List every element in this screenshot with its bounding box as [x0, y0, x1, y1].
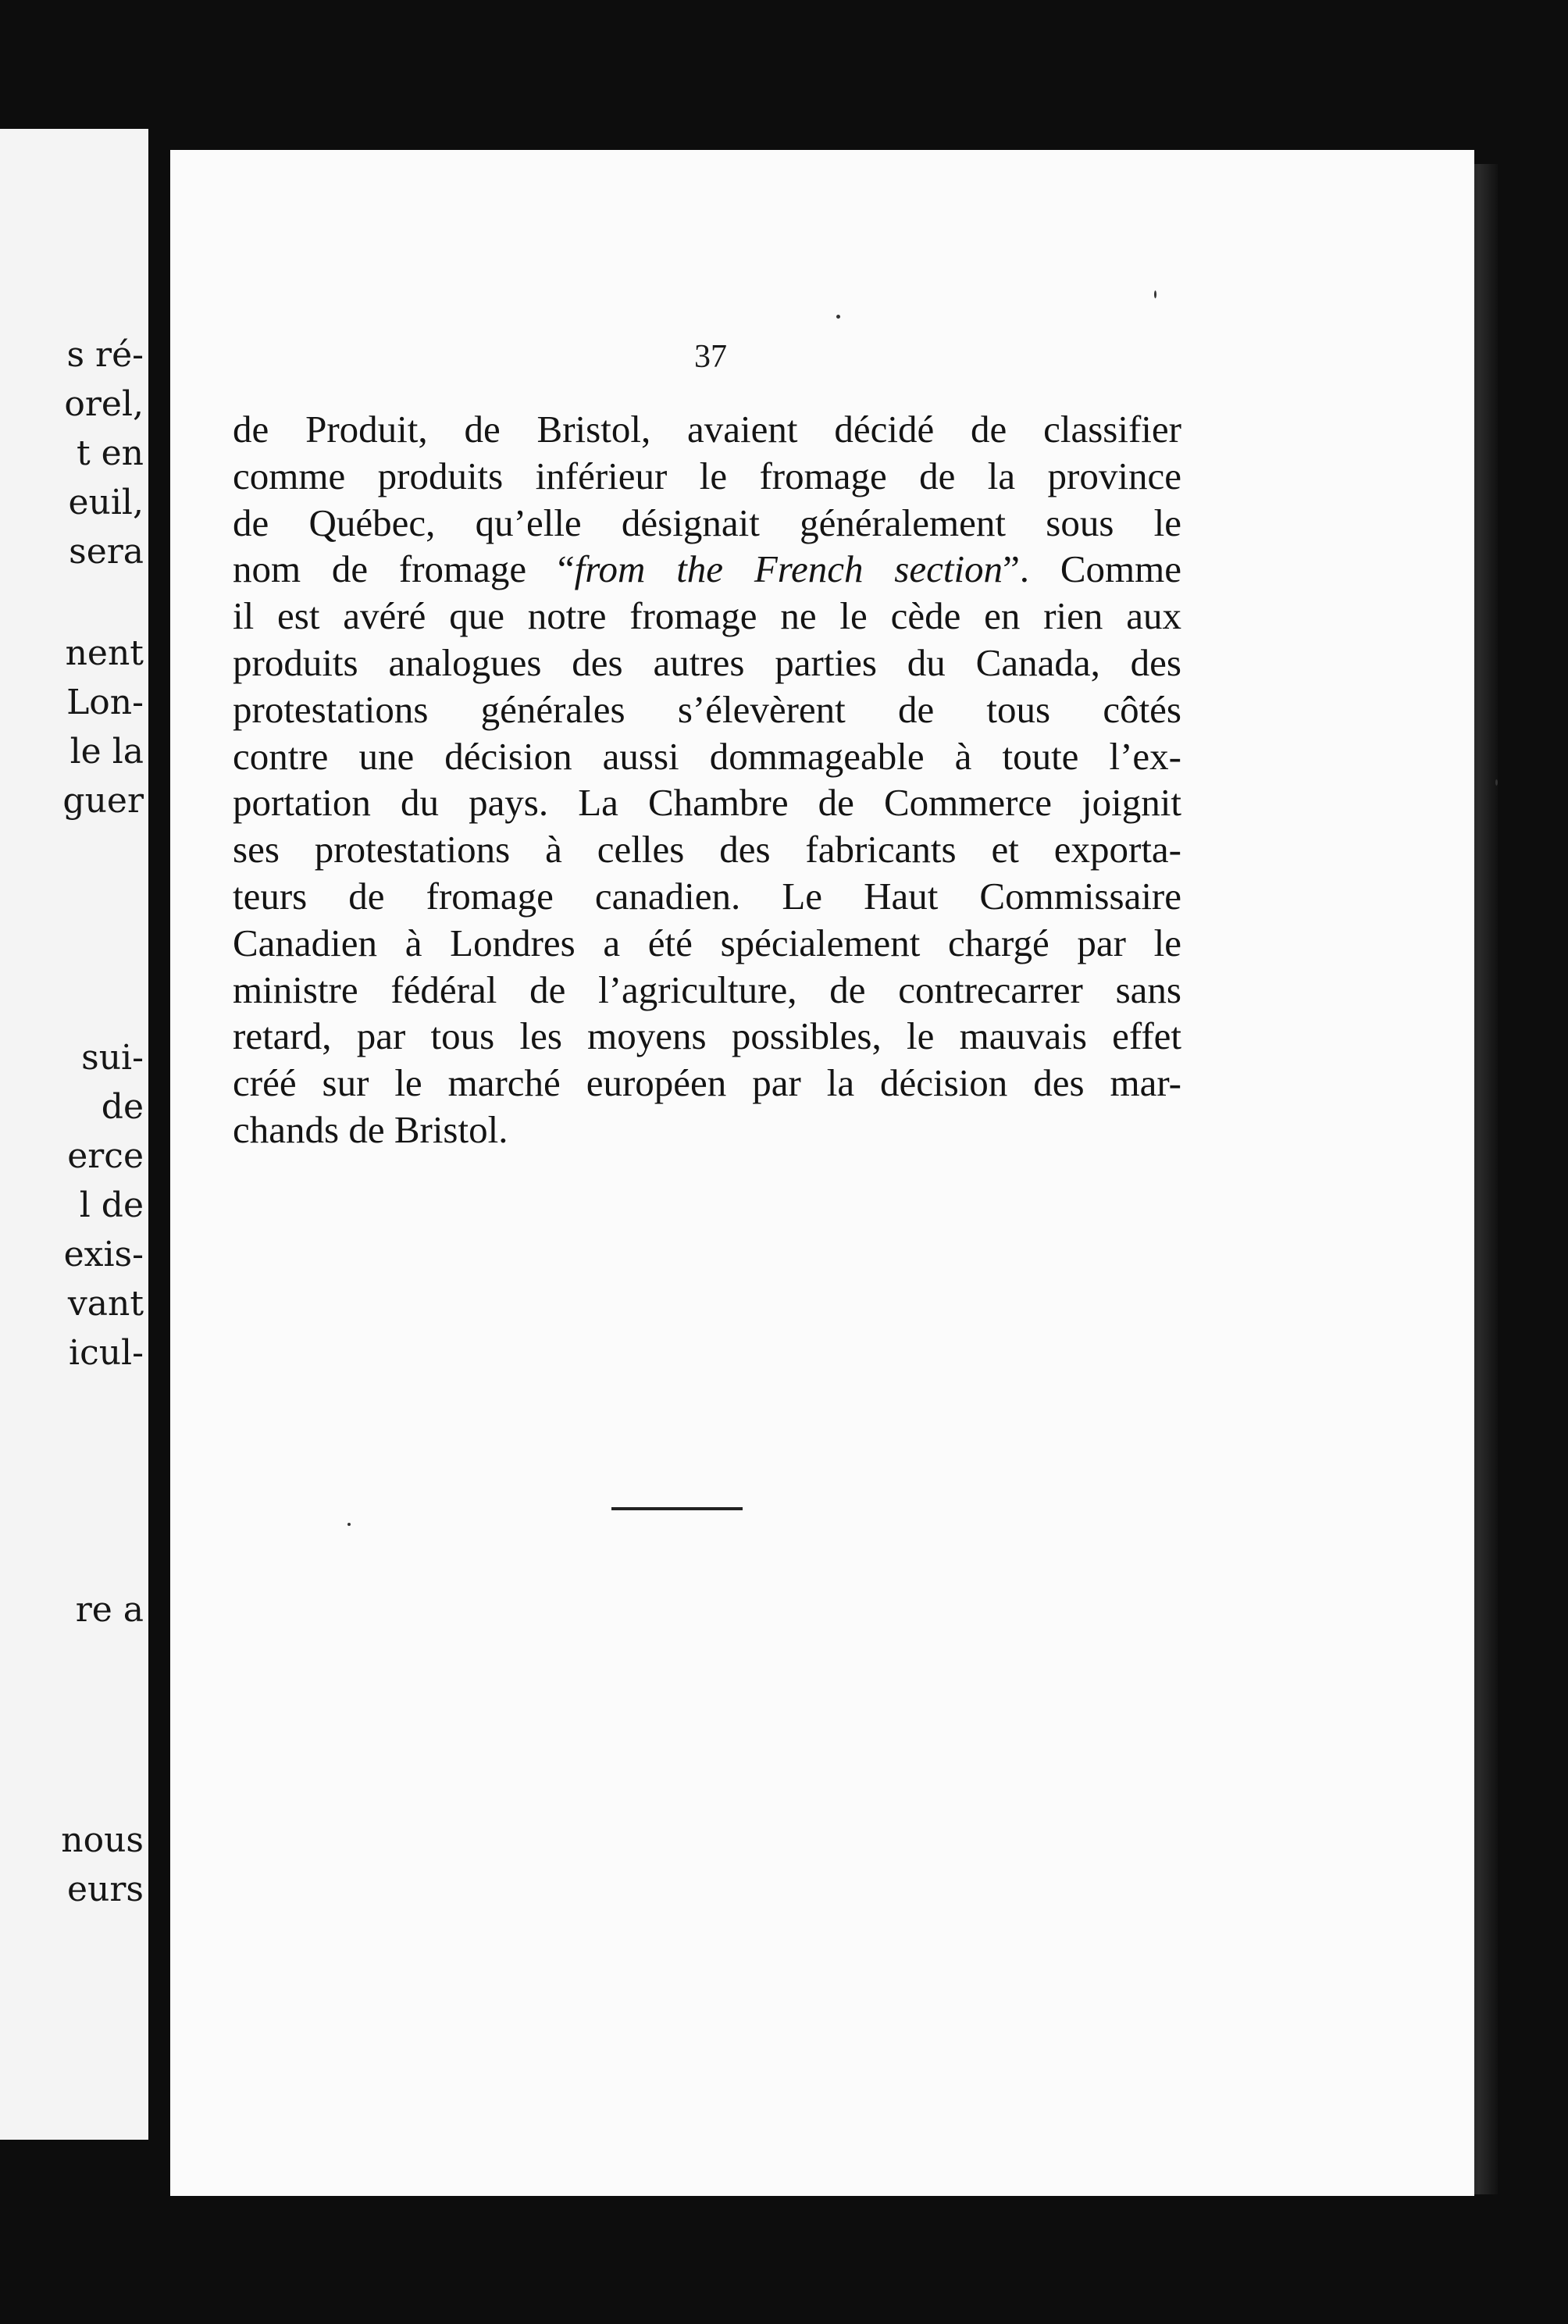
- left-text-fragment: nent: [65, 633, 144, 673]
- text-line: [233, 546, 1181, 593]
- left-text-fragment: nous: [61, 1820, 144, 1860]
- left-text-fragment: sera: [69, 532, 144, 572]
- text-line: retard, par tous les moyens possibles, le mauvais effet: [233, 1014, 1181, 1058]
- text-line: contre une décision aussi dommageable à toute l’ex-: [233, 734, 1181, 778]
- page-body-text: [233, 406, 1181, 1153]
- text-line: ses protestations à celles des fabricants et exporta-: [233, 828, 1181, 872]
- left-text-fragment: exis-: [63, 1235, 144, 1274]
- left-text-fragment: orel,: [64, 384, 144, 424]
- left-text-fragment: de: [101, 1087, 144, 1127]
- text-line: il est avéré que notre fromage ne le cède en rien aux: [233, 594, 1181, 638]
- text-line-start: nom de fromage “: [233, 547, 575, 591]
- text-line: chands de Bristol.: [233, 1107, 508, 1151]
- left-text-fragment: euil,: [68, 483, 144, 522]
- left-text-fragment: Lon-: [66, 683, 144, 722]
- left-text-fragment: s ré-: [66, 335, 144, 375]
- page-number: 37: [694, 339, 727, 375]
- italic-phrase: from the French section: [574, 547, 1003, 591]
- text-line: ministre fédéral de l’agriculture, de contrecarrer sans: [233, 968, 1181, 1011]
- text-line: portation du pays. La Chambre de Commerce joignit: [233, 781, 1181, 825]
- left-text-fragment: vant: [67, 1284, 144, 1324]
- left-text-fragment: erce: [67, 1136, 144, 1176]
- text-line: de Québec, qu’elle désignait généralement sous le: [233, 501, 1181, 544]
- left-text-fragment: sui-: [81, 1038, 144, 1078]
- previous-page-fragment: [0, 129, 148, 2140]
- text-line: protestations générales s’élevèrent de tous côtés: [233, 687, 1181, 731]
- left-text-fragment: guer: [62, 781, 144, 821]
- left-text-fragment: eurs: [67, 1870, 144, 1909]
- left-text-fragment: re a: [75, 1590, 144, 1630]
- section-separator-rule: [611, 1507, 743, 1510]
- scan-speck: [1495, 779, 1498, 786]
- text-line-end: ”. Comme: [1003, 547, 1181, 591]
- text-line: comme produits inférieur le fromage de la province: [233, 454, 1181, 497]
- scan-speck: [1154, 290, 1156, 298]
- left-text-fragment: l de: [79, 1185, 144, 1225]
- text-line: produits analogues des autres parties du Canada, des: [233, 640, 1181, 684]
- scan-speck: [836, 315, 840, 319]
- left-text-fragment: t en: [76, 433, 144, 473]
- left-text-fragment: icul-: [69, 1333, 144, 1373]
- text-line: créé sur le marché européen par la décision des mar-: [233, 1061, 1181, 1105]
- text-line: teurs de fromage canadien. Le Haut Commissaire: [233, 874, 1181, 918]
- text-line: Canadien à Londres a été spécialement chargé par le: [233, 921, 1181, 964]
- scan-speck: [347, 1523, 351, 1526]
- left-text-fragment: le la: [69, 732, 144, 772]
- text-line: de Produit, de Bristol, avaient décidé de classifier: [233, 408, 1181, 451]
